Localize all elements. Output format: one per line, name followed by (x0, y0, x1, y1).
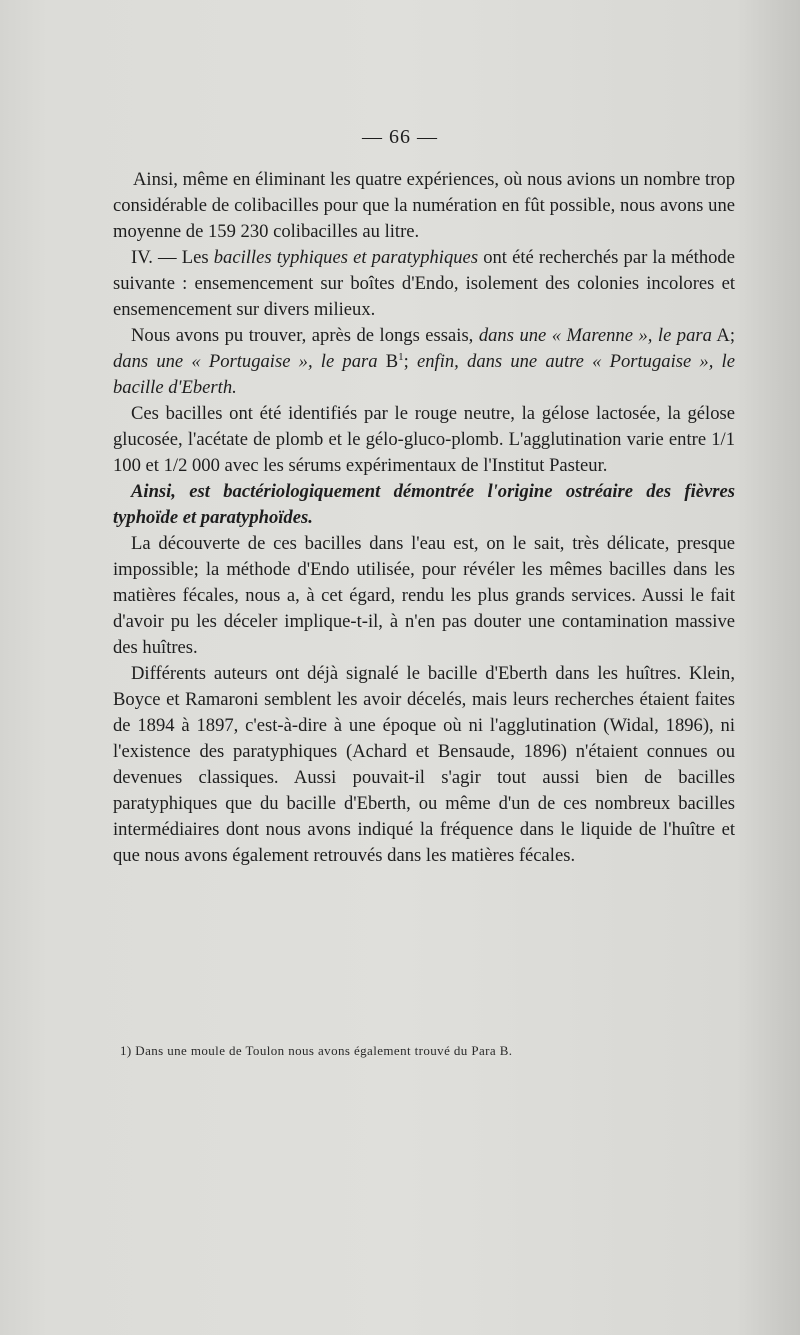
paragraph-3-italic-2: dans une « Portugaise », le para (113, 351, 378, 372)
body-text (113, 167, 735, 869)
paragraph-3-mid-3: ; (403, 351, 417, 372)
paragraph-3-prefix: Nous avons pu trouver, après de longs essais, (131, 325, 479, 346)
paragraph-5-conclusion: Ainsi, est bactériologiquement démontrée l'origine ostréaire des fièvres typhoïde et paratyphoïdes. (113, 481, 735, 528)
paragraph-2-prefix: IV. — Les (131, 247, 214, 268)
paragraph-4: Ces bacilles ont été identifiés par le rouge neutre, la gélose lactosée, la gélose glucosée, l'acétate de plomb et le gélo-gluco-plomb. L'agglutination varie entre 1/1 100 et 1/2 000 avec les sérums expérimentaux de l'Institut Pasteur. (113, 403, 735, 476)
paragraph-6: La découverte de ces bacilles dans l'eau est, on le sait, très délicate, presque impossible; la méthode d'Endo utilisée, pour révéler les mêmes bacilles dans les matières fécales, nous a, à cet égard, rendu les plus grands services. Aussi le fait d'avoir pu les déceler implique-t-il, à n'en pas douter une contamination massive des huîtres. (113, 533, 735, 658)
paragraph-7: Différents auteurs ont déjà signalé le bacille d'Eberth dans les huîtres. Klein, Boyce et Ramaroni semblent les avoir décelés, mais leurs recherches étaient faites de 1894 à 1897, c'est-à-dire à une époque où ni l'agglutination (Widal, 1896), ni l'existence des paratyphiques (Achard et Bensaude, 1896) n'étaient connues ou devenues classiques. Aussi pouvait-il s'agir tout aussi bien de bacilles paratyphiques que du bacille d'Eberth, ou même d'un de ces nombreux bacilles intermédiaires dont nous avons indiqué la fréquence dans le liquide de l'huître et que nous avons également retrouvés dans les matières fécales. (113, 663, 735, 866)
paragraph-1: Ainsi, même en éliminant les quatre expériences, où nous avions un nombre trop considérable de colibacilles pour que la numération en fût possible, nous avons une moyenne de 159 230 colibacilles au litre. (113, 169, 735, 242)
paragraph-2 (113, 245, 735, 323)
paragraph-3-mid-1: A; (711, 325, 735, 346)
paragraph-2-italic: bacilles typhiques et paratyphiques (213, 247, 479, 268)
footnote: 1) Dans une moule de Toulon nous avons également trouvé du Para B. (120, 1043, 513, 1058)
paragraph-3-italic-1: dans une « Marenne », le para (478, 325, 712, 346)
paragraph-3-mid-2: B (377, 351, 399, 372)
footnote-ref: 1 (398, 350, 404, 363)
paragraph-3 (113, 323, 735, 401)
page-number: — 66 — (362, 126, 438, 148)
paragraph-3-italic-3: enfin, dans une autre « Portugaise », le bacille d'Eberth. (113, 351, 735, 398)
paragraph-2-rest: ont été recherchés par la méthode suivante : ensemencement sur boîtes d'Endo, isolement des colonies incolores et ensemencement sur divers milieux. (113, 247, 735, 320)
